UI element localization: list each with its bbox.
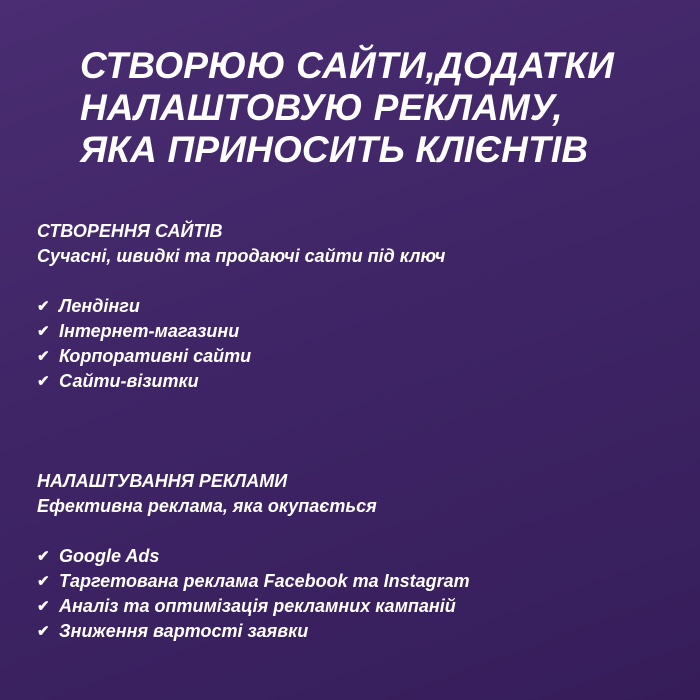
- ads-list: [37, 544, 677, 644]
- services-list-item: [37, 319, 677, 344]
- check-icon: ✔: [37, 348, 50, 365]
- services-title: СТВОРЕННЯ САЙТІВ: [37, 221, 223, 241]
- services-list-item: [37, 294, 677, 319]
- ads-list-item: [37, 594, 677, 619]
- check-icon: ✔: [37, 323, 50, 340]
- ads-item-label: Google Ads: [59, 546, 160, 566]
- services-list: [37, 294, 677, 394]
- check-icon: ✔: [37, 598, 50, 615]
- services-list-item: [37, 344, 677, 369]
- ads-list-item: [37, 544, 677, 569]
- check-icon: ✔: [37, 373, 50, 390]
- headline: [80, 45, 680, 171]
- services-list-item: [37, 369, 677, 394]
- headline-line-1: СТВОРЮЮ САЙТИ,ДОДАТКИ: [80, 44, 615, 86]
- ads-list-item: [37, 619, 677, 644]
- ads-item-label: Аналіз та оптимізація рекламних кампаній: [59, 596, 456, 616]
- services-item-label: Лендінги: [59, 296, 140, 316]
- ads-item-label: Зниження вартості заявки: [59, 621, 309, 641]
- services-subtitle: Сучасні, швидкі та продаючі сайти під ключ: [37, 246, 446, 266]
- check-icon: ✔: [37, 623, 50, 640]
- ads-item-label: Таргетована реклама Facebook та Instagram: [59, 571, 470, 591]
- headline-line-3: ЯКА ПРИНОСИТЬ КЛІЄНТІВ: [80, 128, 589, 170]
- ads-subtitle: Ефективна реклама, яка окупається: [37, 496, 377, 516]
- services-section: [37, 219, 677, 394]
- ads-section: [37, 469, 677, 644]
- headline-line-2: НАЛАШТОВУЮ РЕКЛАМУ,: [80, 86, 563, 128]
- services-item-label: Корпоративні сайти: [59, 346, 252, 366]
- check-icon: ✔: [37, 298, 50, 315]
- ads-list-item: [37, 569, 677, 594]
- services-item-label: Інтернет-магазини: [59, 321, 240, 341]
- check-icon: ✔: [37, 548, 50, 565]
- check-icon: ✔: [37, 573, 50, 590]
- ads-title: НАЛАШТУВАННЯ РЕКЛАМИ: [37, 471, 288, 491]
- services-item-label: Сайти-візитки: [59, 371, 199, 391]
